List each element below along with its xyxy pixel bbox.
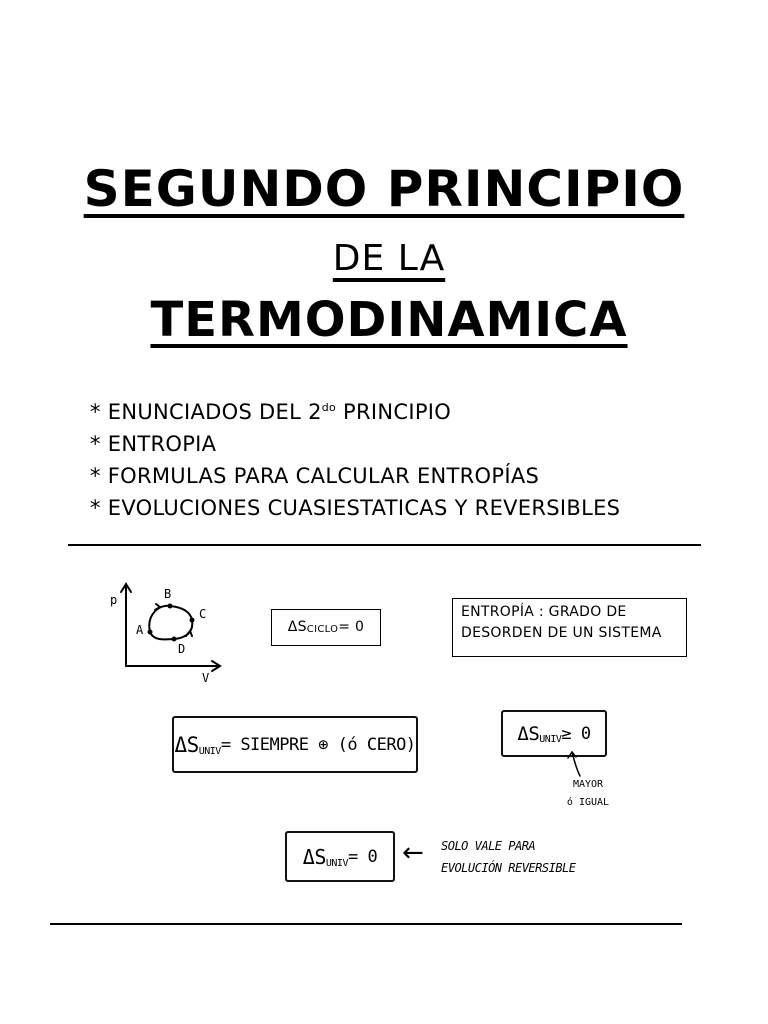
- delta-s-univ-reversible-box: ΔS $_{UNIV}$ = 0: [285, 831, 395, 882]
- divider-bottom: [50, 923, 682, 925]
- title-line-3: TERMODINAMICA: [150, 292, 628, 348]
- entropia-definition-box: ENTROPÍA : GRADO DE DESORDEN DE UN SISTEMA: [452, 598, 687, 657]
- left-arrow-icon: ←: [402, 838, 424, 868]
- topic-item: * ENTROPIA: [90, 432, 217, 456]
- y-axis-label: p: [110, 593, 118, 607]
- reversible-note: SOLO VALE PARA EVOLUCIÓN REVERSIBLE: [441, 839, 576, 875]
- topic-item: * ENUNCIADOS DEL $2^{do}$ PRINCIPIO: [90, 400, 452, 424]
- title-line-1: SEGUNDO PRINCIPIO: [83, 160, 685, 218]
- delta-s-ciclo-box: ΔS CICLO = 0: [271, 609, 381, 646]
- topics-list: [90, 392, 620, 524]
- topic-item: * EVOLUCIONES CUASIESTATICAS Y REVERSIBLES: [90, 496, 621, 520]
- divider-top: [68, 544, 701, 546]
- pv-cycle-diagram: [98, 574, 228, 689]
- delta-s-univ-siempre-box: ΔS $_{UNIV}$ = SIEMPRE ⊕ (ó CERO): [172, 716, 418, 773]
- point-label-c: C: [199, 607, 207, 621]
- point-label-b: B: [164, 587, 172, 601]
- title-line-2: DE LA: [332, 238, 446, 279]
- x-axis-label: V: [202, 671, 210, 685]
- point-label-a: A: [136, 623, 144, 637]
- point-label-d: D: [178, 642, 186, 656]
- mayor-igual-note: MAYOR ó IGUAL: [566, 779, 610, 808]
- delta-s-univ-mayor-box: ΔS $_{UNIV}$ ≥ 0: [501, 710, 607, 757]
- topic-item: * FORMULAS PARA CALCULAR ENTROPÍAS: [90, 464, 540, 488]
- pointer-arrow-icon: [560, 748, 590, 778]
